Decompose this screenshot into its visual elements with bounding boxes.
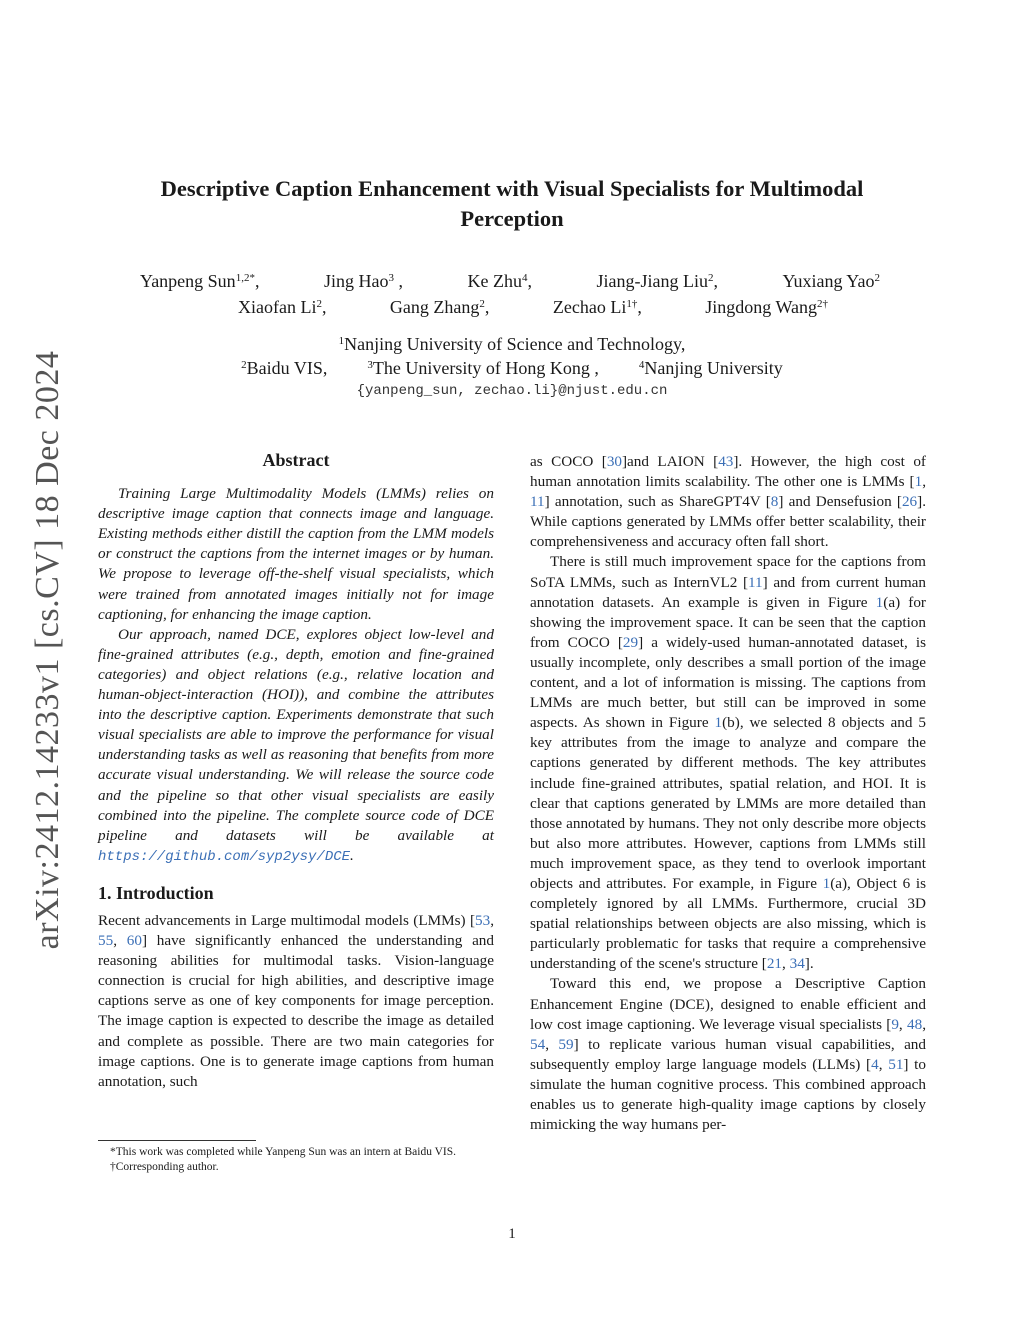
- title-line-1: Descriptive Caption Enhancement with Visual Specialists for Multimodal: [160, 176, 864, 201]
- footnote-1: *This work was completed while Yanpeng Sun was an intern at Baidu VIS.: [110, 1146, 457, 1158]
- author: Gang Zhang$^2$,: [389, 297, 490, 317]
- citation-link[interactable]: 55: [98, 932, 114, 950]
- right-column: [530, 452, 926, 1135]
- introduction-section: [98, 883, 494, 1092]
- abstract-paragraph-2: Our approach, named DCE, explores object low-level and fine-grained attributes (e.g., depth, emotion and fine-grained categories) and object relations (e.g., relative location and human-object-interaction (HOI)), and combine the attributes into the descriptive caption. Experiments demonstrate that such visual specialists are able to improve the performance for visual understanding tasks as well as reasoning that benefits from more accurate visual understanding. We will release the source code and the pipeline so that other visual specialists are easily combined into the pipeline. The complete source code of DCE pipeline and datasets will be available at https://github.com/syp2ysy/DCE.: [98, 625, 494, 865]
- citation-link[interactable]: 43: [718, 453, 734, 470]
- right-paragraph-2: There is still much improvement space for the captions from SoTA LMMs, such as InternVL2 [11] and from current human annotation datasets. An example is given in Figure 1(a) for showing the improvement space. It can be seen that the caption from COCO [29] a widely-used human-annotated dataset, is usually incomplete, only describes a small portion of the image content, and a lot of information is missing. The captions from LMMs are much better, but still can be improved in some aspects. As shown in Figure 1(b), we selected 8 objects and 5 key attributes from the image to analyze and compare the captions generated by different methods. The key attributes include fine-grained attributes, spatial relation, and HOI. It is clear that captions generated by LMMs are more detailed than those annotated by humans. They not only describe more objects but also more attributes. However, captions from LMMs still much improvement space, as they tend to overlook important objects and attributes. For example, in Figure 1(a), Object 6 is completely ignored by all LMMs. Furthermore, crucial 3D spatial relationships between objects are also missing, which is particularly problematic for tasks that require a comprehensive understanding of the scene's structure [21, 34].: [530, 553, 926, 973]
- author: Ke Zhu$^4$,: [467, 271, 532, 291]
- left-column: [98, 446, 494, 1092]
- citation-link[interactable]: 59: [558, 1035, 574, 1053]
- intro-paragraph-1: Recent advancements in Large multimodal models (LMMs) [53, 55, 60] have significantly enhanced the understanding and reasoning abilities for multimodal tasks. Vision-language connection is crucial for high abilities, and descriptive image captions serve as one of key components for image perception. The image caption is expected to describe the image as detailed and complete as possible. There are two main categories for image captions. One is to generate image captions from human annotation, such: [98, 911, 494, 1090]
- citation-link[interactable]: 26: [901, 493, 918, 511]
- author-list-row-1: [140, 270, 880, 292]
- citation-link[interactable]: 21: [766, 955, 782, 973]
- right-paragraph-3: Toward this end, we propose a Descriptive Caption Enhancement Engine (DCE), designed to enable efficient and low cost image captioning. We leverage visual specialists [9, 48, 54, 59] to replicate various human visual capabilities, and subsequently employ large language models (LLMs) [4, 51] to simulate the human cognitive process. This combined approach enables us to generate high-quality image captions by closely mimicking the way humans per-: [530, 975, 926, 1134]
- figure-link[interactable]: 1: [714, 714, 723, 732]
- right-paragraph-1: as COCO [30]and LAION [43]. However, the high cost of human annotation limits scalability. The other one is LMMs [1, 11] annotation, such as ShareGPT4V [8] and Densefusion [26]. While captions generated by LMMs offer better scalability, their comprehensiveness and accuracy often fall short.: [530, 453, 926, 551]
- citation-link[interactable]: 4: [871, 1055, 879, 1073]
- citation-link[interactable]: 11: [530, 493, 545, 511]
- title-line-2: Perception: [460, 206, 564, 231]
- footnote-2: †Corresponding author.: [110, 1161, 219, 1173]
- citation-link[interactable]: 9: [891, 1015, 899, 1033]
- author: Jingdong Wang$^{2\dagger}$: [705, 297, 828, 317]
- contact-email: {yanpeng_sun, zechao.li}@njust.edu.cn: [356, 383, 668, 399]
- citation-link[interactable]: 30: [606, 453, 622, 470]
- citation-link[interactable]: 53: [475, 911, 491, 929]
- citation-link[interactable]: 1: [914, 473, 923, 491]
- author: Yuxiang Yao$^2$: [782, 271, 880, 291]
- footnotes: [98, 1140, 494, 1175]
- citation-link[interactable]: 48: [907, 1015, 923, 1033]
- affiliation-line-1: $^1$Nanjing University of Science and Technology,: [338, 334, 686, 354]
- figure-link[interactable]: 1: [875, 593, 884, 611]
- author: Zechao $Li^{1\dagger}$,: [552, 297, 642, 317]
- citation-link[interactable]: 60: [126, 932, 142, 950]
- github-link[interactable]: https://github.com/syp2ysy/DCE: [98, 848, 351, 865]
- page-number: 1: [508, 1226, 516, 1242]
- paper-title: [112, 174, 912, 234]
- citation-link[interactable]: 11: [748, 573, 763, 591]
- citation-link[interactable]: 34: [789, 955, 805, 973]
- citation-link[interactable]: 51: [888, 1055, 904, 1073]
- citation-link[interactable]: 29: [622, 633, 639, 651]
- author: Jiang-Jiang Liu$^2$,: [596, 271, 718, 291]
- citation-link[interactable]: 54: [530, 1035, 546, 1053]
- arxiv-identifier: arXiv:2412.14233v1 [cs.CV] 18 Dec 2024: [29, 350, 66, 950]
- author-list-row-2: [238, 296, 828, 318]
- author: Xiaofan Li$^2$,: [238, 297, 327, 317]
- author: Jing Hao$^3$ ,: [323, 271, 403, 291]
- citation-link[interactable]: 8: [770, 493, 779, 511]
- author: Yanpeng Sun$^{1,2*}$,: [140, 271, 260, 291]
- abstract: [98, 450, 494, 867]
- abstract-heading: Abstract: [262, 450, 330, 470]
- affiliation-line-2: $^2$Baidu VIS, $^3$The University of Hong Kong , $^4$Nanjing University: [241, 358, 783, 378]
- abstract-paragraph-1: Training Large Multimodality Models (LMMs) relies on descriptive image caption that connects image and language. Existing methods either distill the caption from the LMM models or construct the captions from the internet images or by human. We propose to leverage off-the-shelf visual specialists, which were trained from annotated images initially not for image captioning, for enhancing the image caption.: [98, 485, 494, 623]
- figure-link[interactable]: 1: [822, 874, 831, 892]
- section-heading: 1. Introduction: [98, 882, 214, 903]
- footnote-divider: [98, 1140, 256, 1141]
